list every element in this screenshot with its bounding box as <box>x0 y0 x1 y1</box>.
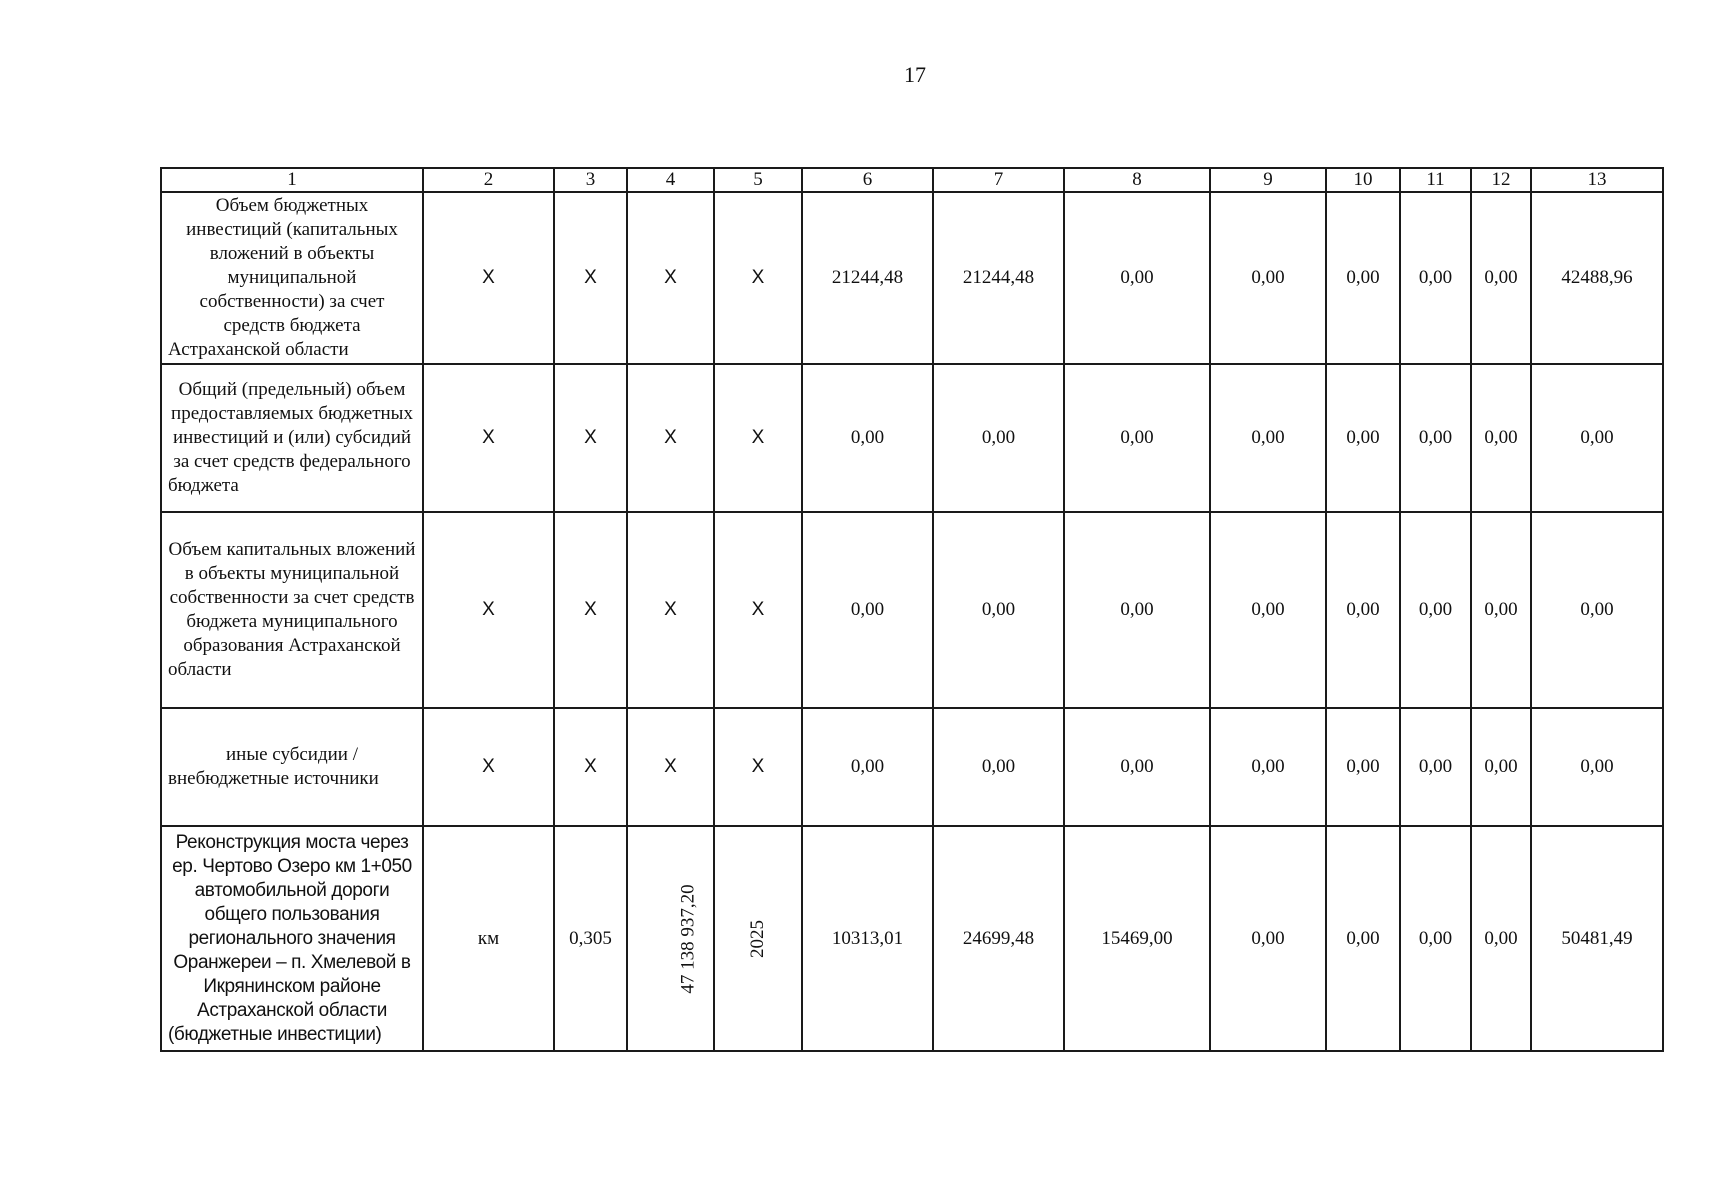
row-description: Объем бюджетных инвестиций (капитальных вложений в объекты муниципальной собственности) за счет средств бюджета Астраханской области <box>161 192 423 364</box>
cell-value: 0,00 <box>933 364 1064 512</box>
cell-total: 0,00 <box>1531 708 1663 826</box>
cell-value: 0,00 <box>1400 512 1471 708</box>
cell-value: 0,00 <box>802 512 933 708</box>
cell-value: 0,00 <box>1210 364 1326 512</box>
header-cell: 3 <box>554 168 627 192</box>
cell-value: 0,00 <box>1210 192 1326 364</box>
cost-rotated-text: 47 138 937,20 <box>677 883 699 994</box>
cell-value: 10313,01 <box>802 826 933 1051</box>
cell-capacity: 0,305 <box>554 826 627 1051</box>
cell-value: 24699,48 <box>933 826 1064 1051</box>
cell-total: 0,00 <box>1531 512 1663 708</box>
page-number: 17 <box>904 62 926 87</box>
cell-value: 0,00 <box>1326 826 1400 1051</box>
header-cell: 8 <box>1064 168 1210 192</box>
header-cell: 5 <box>714 168 802 192</box>
cell-value: 21244,48 <box>933 192 1064 364</box>
header-row <box>161 168 1663 192</box>
cell-year: Х <box>714 708 802 826</box>
cell-value: 0,00 <box>933 512 1064 708</box>
cell-capacity: Х <box>554 708 627 826</box>
cell-value: 0,00 <box>1210 708 1326 826</box>
cell-value: 0,00 <box>1326 708 1400 826</box>
cell-value: 0,00 <box>1471 364 1531 512</box>
header-cell: 9 <box>1210 168 1326 192</box>
cell-cost <box>627 826 714 1051</box>
cell-cost: Х <box>627 512 714 708</box>
cell-year <box>714 826 802 1051</box>
cell-unit: Х <box>423 364 554 512</box>
cell-total: 50481,49 <box>1531 826 1663 1051</box>
cell-capacity: Х <box>554 512 627 708</box>
cell-value: 0,00 <box>1471 192 1531 364</box>
header-cell: 4 <box>627 168 714 192</box>
table-row <box>161 364 1663 512</box>
cell-capacity: Х <box>554 192 627 364</box>
cell-value: 0,00 <box>1326 364 1400 512</box>
cell-value: 0,00 <box>802 708 933 826</box>
cell-capacity: Х <box>554 364 627 512</box>
cell-unit: км <box>423 826 554 1051</box>
header-cell: 6 <box>802 168 933 192</box>
cell-value: 0,00 <box>1400 708 1471 826</box>
cell-value: 0,00 <box>802 364 933 512</box>
cell-cost: Х <box>627 364 714 512</box>
header-cell: 1 <box>161 168 423 192</box>
row-description: Объем капитальных вложений в объекты муниципальной собственности за счет средств бюджета муниципального образования Астраханской области <box>161 512 423 708</box>
cell-unit: Х <box>423 512 554 708</box>
row-description: Реконструкция моста через ер. Чертово Озеро км 1+050 автомобильной дороги общего пользования регионального значения Оранжереи – п. Хмелевой в Икрянинском районе Астраханской области (бюджетные инвестиции) <box>161 826 423 1051</box>
header-cell: 12 <box>1471 168 1531 192</box>
header-cell: 11 <box>1400 168 1471 192</box>
cell-total: 0,00 <box>1531 364 1663 512</box>
table-row <box>161 826 1663 1051</box>
cell-value: 0,00 <box>1471 708 1531 826</box>
year-rotated-text: 2025 <box>747 919 768 958</box>
cell-value: 0,00 <box>1326 512 1400 708</box>
header-cell: 13 <box>1531 168 1663 192</box>
cell-value: 0,00 <box>1210 826 1326 1051</box>
cell-value: 0,00 <box>1210 512 1326 708</box>
cell-value: 0,00 <box>1471 826 1531 1051</box>
cell-value: 0,00 <box>1326 192 1400 364</box>
header-cell: 10 <box>1326 168 1400 192</box>
cell-year: Х <box>714 192 802 364</box>
cell-value: 0,00 <box>1064 708 1210 826</box>
cell-unit: Х <box>423 708 554 826</box>
budget-table <box>160 167 1664 1052</box>
cell-cost: Х <box>627 708 714 826</box>
table-row <box>161 192 1663 364</box>
header-cell: 7 <box>933 168 1064 192</box>
cell-value: 0,00 <box>1064 512 1210 708</box>
cell-cost: Х <box>627 192 714 364</box>
cell-value: 0,00 <box>1064 192 1210 364</box>
cell-year: Х <box>714 364 802 512</box>
header-cell: 2 <box>423 168 554 192</box>
cell-year: Х <box>714 512 802 708</box>
cell-unit: Х <box>423 192 554 364</box>
cell-value: 21244,48 <box>802 192 933 364</box>
table-row <box>161 708 1663 826</box>
row-description: Общий (предельный) объем предоставляемых бюджетных инвестиций и (или) субсидий за счет средств федерального бюджета <box>161 364 423 512</box>
cell-value: 0,00 <box>1400 192 1471 364</box>
table-row <box>161 512 1663 708</box>
cell-value: 0,00 <box>1064 364 1210 512</box>
cell-value: 0,00 <box>1400 364 1471 512</box>
cell-value: 0,00 <box>933 708 1064 826</box>
cell-value: 15469,00 <box>1064 826 1210 1051</box>
cell-value: 0,00 <box>1400 826 1471 1051</box>
cell-value: 0,00 <box>1471 512 1531 708</box>
cell-total: 42488,96 <box>1531 192 1663 364</box>
row-description: иные субсидии / внебюджетные источники <box>161 708 423 826</box>
